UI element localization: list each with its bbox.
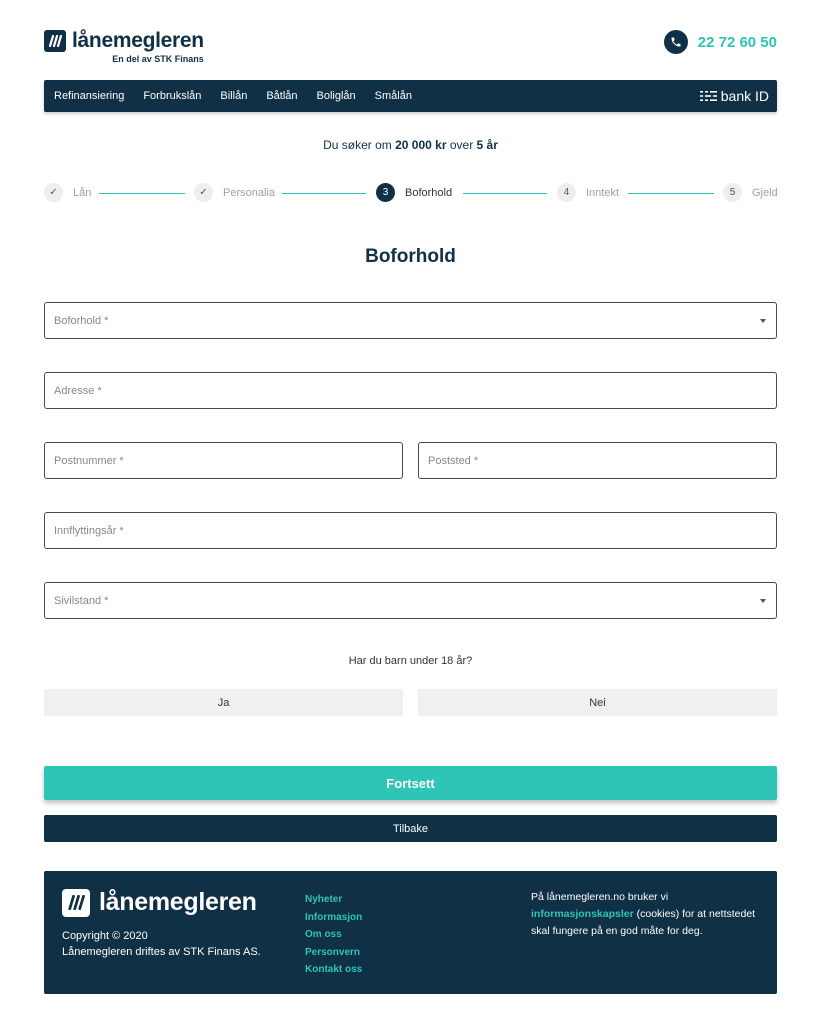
footer-link-om-oss[interactable]: Om oss [305, 929, 342, 940]
bankid-button[interactable] [700, 88, 769, 104]
logo-mark-icon [62, 889, 90, 917]
boforhold-select[interactable] [44, 302, 777, 339]
step-connector [463, 193, 547, 194]
phone-number[interactable]: 22 72 60 50 [697, 33, 777, 51]
sivilstand-placeholder: Sivilstand * [54, 594, 109, 607]
summary-middle: over [449, 138, 474, 152]
postnummer-placeholder: Postnummer * [54, 454, 124, 467]
nav-item-refinansiering[interactable]: Refinansiering [54, 90, 125, 102]
yes-button[interactable]: Ja [44, 689, 403, 716]
step-connector [99, 193, 185, 194]
adresse-input[interactable] [44, 372, 777, 409]
poststed-placeholder: Poststed * [428, 454, 479, 467]
sivilstand-select[interactable] [44, 582, 777, 619]
step-number: 5 [723, 183, 742, 202]
footer-link-kontakt-oss[interactable]: Kontakt oss [305, 964, 363, 975]
nav-item-boliglan[interactable]: Boliglån [316, 90, 356, 102]
cookie-suffix: (cookies) for at nettstedet skal fungere på en god måte for deg. [531, 908, 756, 937]
copyright-text: Copyright © 2020 [62, 930, 148, 942]
step-label: Lån [73, 186, 92, 199]
nav-item-forbrukslan[interactable]: Forbrukslån [143, 90, 202, 102]
cookie-prefix: På lånemegleren.no bruker vi [531, 891, 669, 903]
step-label: Inntekt [586, 186, 620, 199]
cookie-notice [531, 889, 761, 940]
continue-button[interactable]: Fortsett [44, 766, 777, 800]
bankid-icon [700, 90, 718, 102]
footer-link-personvern[interactable]: Personvern [305, 946, 361, 958]
step-connector [282, 193, 366, 194]
progress-stepper [44, 183, 777, 203]
phone-icon [664, 30, 688, 54]
check-icon: ✓ [194, 183, 213, 202]
postnummer-input[interactable] [44, 442, 403, 479]
footer-copyright [62, 928, 261, 960]
nav-item-batlan[interactable]: Båtlån [266, 90, 298, 102]
no-button[interactable]: Nei [418, 689, 777, 716]
poststed-input[interactable] [418, 442, 777, 479]
phone-contact[interactable] [664, 30, 777, 54]
site-logo[interactable] [44, 30, 204, 64]
main-nav [44, 80, 777, 112]
innflyttingsar-input[interactable] [44, 512, 777, 549]
summary-amount: 20 000 kr [395, 138, 447, 152]
step-personalia[interactable] [194, 183, 275, 202]
summary-prefix: Du søker om [323, 138, 392, 152]
innflytting-placeholder: Innflyttingsår * [54, 524, 124, 537]
step-gjeld [723, 183, 778, 202]
nav-item-billan[interactable]: Billån [220, 90, 248, 102]
step-lan[interactable] [44, 183, 91, 202]
check-icon: ✓ [44, 183, 63, 202]
footer-link-informasjon[interactable]: Informasjon [305, 911, 363, 923]
summary-duration: 5 år [476, 138, 498, 152]
step-label: Boforhold [405, 186, 453, 199]
back-button[interactable]: Tilbake [44, 815, 777, 842]
loan-summary [0, 138, 821, 152]
caret-down-icon [760, 319, 766, 323]
caret-down-icon [760, 599, 766, 603]
footer-logo-name: lånemegleren [99, 888, 257, 916]
bankid-label: bank ID [720, 88, 769, 104]
logo-subtitle: En del av STK Finans [112, 54, 204, 64]
cookie-link[interactable]: informasjonskapsler [531, 908, 634, 920]
operated-by-text: Lånemegleren driftes av STK Finans AS. [62, 946, 261, 958]
step-label: Personalia [223, 186, 275, 199]
step-inntekt [557, 183, 619, 202]
logo-mark-icon [44, 30, 66, 52]
site-header [44, 28, 777, 68]
footer-links [305, 891, 362, 979]
step-number: 3 [376, 183, 395, 202]
step-connector [628, 193, 714, 194]
boforhold-placeholder: Boforhold * [54, 314, 109, 327]
logo-name: lånemegleren [72, 29, 204, 52]
children-question: Har du barn under 18 år? [348, 655, 473, 667]
footer-logo[interactable] [62, 888, 257, 917]
site-footer [44, 871, 777, 994]
step-label: Gjeld [752, 186, 778, 199]
nav-item-smalan[interactable]: Smålån [374, 90, 412, 102]
footer-link-nyheter[interactable]: Nyheter [305, 894, 343, 905]
step-number: 4 [557, 183, 576, 202]
adresse-placeholder: Adresse * [54, 384, 102, 397]
form-title: Boforhold [365, 246, 456, 267]
step-boforhold [376, 183, 452, 202]
